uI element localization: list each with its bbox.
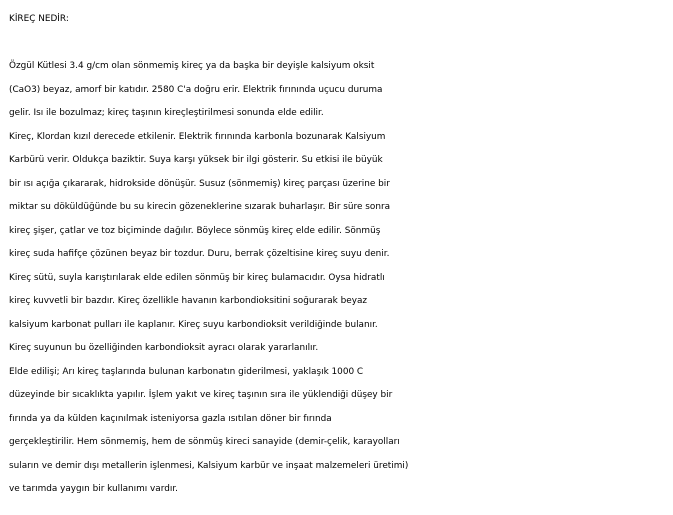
text-line: Kireç suyunun bu özelliğinden karbondioksit ayracı olarak yararlanılır. xyxy=(9,343,319,353)
text-line: gelir. Isı ile bozulmaz; kireç taşının kireçleştirilmesi sonunda elde edilir. xyxy=(9,108,324,118)
text-line: Kireç sütü, suyla karıştırılarak elde edilen sönmüş bir kireç bulamacıdır. Oysa hidratlı xyxy=(9,272,385,283)
text-line: bir ısı açığa çıkararak, hidrokside dönüşür. Susuz (sönmemiş) kireç parçası üzerine bir xyxy=(9,178,390,189)
text-line: Özgül Kütlesi 3.4 g/cm olan sönmemiş kireç ya da başka bir deyişle kalsiyum oksit xyxy=(9,61,375,71)
text-line: Karbürü verir. Oldukça baziktir. Suya karşı yüksek bir ilgi gösterir. Su etkisi ile büyük xyxy=(9,155,383,165)
document-body xyxy=(9,8,669,502)
document-title: KİREÇ NEDİR: xyxy=(9,14,69,24)
text-line: kalsiyum karbonat pulları ile kaplanır. Kireç suyu karbondioksit verildiğinde bulanır. xyxy=(9,319,378,330)
text-line: Elde edilişi; Arı kireç taşlarında bulunan karbonatın giderilmesi, yaklaşık 1000 C xyxy=(9,366,364,377)
text-line: ve tarımda yaygın bir kullanımı vardır. xyxy=(9,484,178,494)
text-line: kireç suda hafifçe çözünen beyaz bir tozdur. Duru, berrak çözeltisine kireç suyu denir. xyxy=(9,249,390,259)
text-line: gerçekleştirilir. Hem sönmemiş, hem de sönmüş kireci sanayide (demir-çelik, karayolları xyxy=(9,437,400,447)
text-line: suların ve demir dışı metallerin işlenmesi, Kalsiyum karbür ve inşaat malzemeleri üretimi) xyxy=(9,460,409,471)
text-line: kireç kuvvetli bir bazdır. Kireç özellikle havanın karbondioksitini soğurarak beyaz xyxy=(9,296,368,306)
text-line: düzeyinde bir sıcaklıkta yapılır. İşlem yakıt ve kireç taşının sıra ile yüklendiği düşey bir xyxy=(9,390,393,400)
text-line: Kireç, Klordan kızıl derecede etkilenir. Elektrik fırınında karbonla bozunarak Kalsiyum xyxy=(9,131,386,142)
text-line: (CaO3) beyaz, amorf bir katıdır. 2580 C'a doğru erir. Elektrik fırınında uçucu duruma xyxy=(9,84,383,95)
text-line: miktar su döküldüğünde bu su kirecin gözeneklerine sızarak buharlaşır. Bir süre sonra xyxy=(9,202,391,212)
text-line: kireç şişer, çatlar ve toz biçiminde dağılır. Böylece sönmüş kireç elde edilir. Sönmüş xyxy=(9,225,381,236)
text-line: fırında ya da külden kaçınılmak isteniyorsa gazla ısıtılan döner bir fırında xyxy=(9,413,332,424)
blank-line xyxy=(9,32,669,56)
